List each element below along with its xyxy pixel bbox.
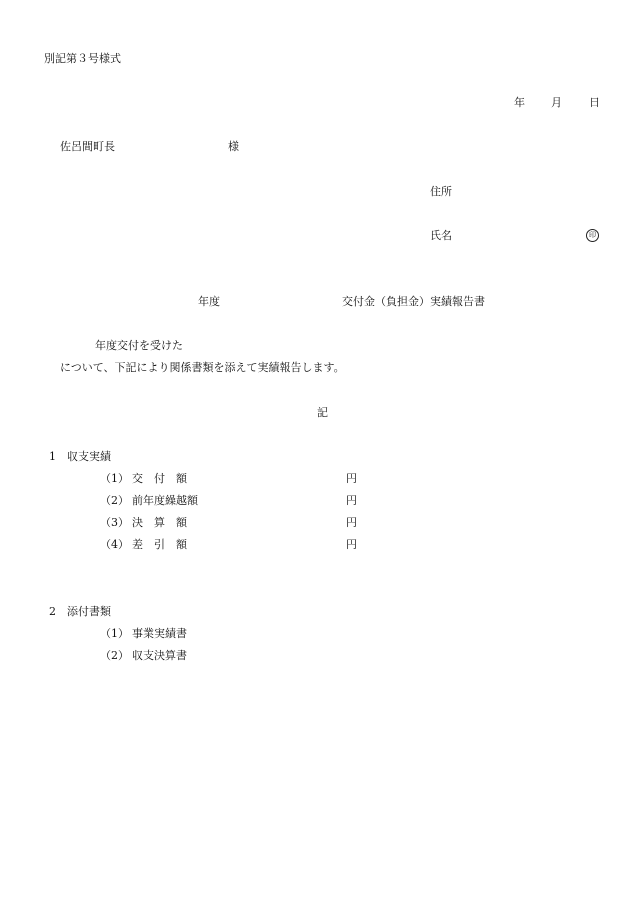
date-year-label: 年 xyxy=(514,96,525,109)
section2-item-num: （1） xyxy=(100,627,129,640)
section1-item-label: 前年度繰越額 xyxy=(132,494,198,507)
address-label: 住所 xyxy=(430,185,452,198)
form-label: 別記第３号様式 xyxy=(44,52,121,65)
name-label: 氏名 xyxy=(430,229,452,242)
section2-item-label: 事業実績書 xyxy=(132,627,187,640)
section2-item-label: 収支決算書 xyxy=(132,649,187,662)
body-line-1: 年度交付を受けた xyxy=(95,339,183,352)
section2-item-num: （2） xyxy=(100,649,129,662)
report-title: 交付金（負担金）実績報告書 xyxy=(342,295,485,308)
date-day-label: 日 xyxy=(589,96,600,109)
section1-item-num: （4） xyxy=(100,538,129,551)
section1-item-num: （1） xyxy=(100,472,129,485)
section1-item-num: （2） xyxy=(100,494,129,507)
title-fiscal-year: 年度 xyxy=(198,295,220,308)
body-line-2: について、下記により関係書類を添えて実績報告します。 xyxy=(60,361,345,374)
section1-item-unit: 円 xyxy=(346,516,357,529)
ki-heading: 記 xyxy=(317,406,328,419)
addressee-honorific: 様 xyxy=(228,140,239,153)
section1-item-unit: 円 xyxy=(346,494,357,507)
section1-item-label: 交 付 額 xyxy=(132,472,187,485)
section1-item-label: 決 算 額 xyxy=(132,516,187,529)
section1-heading: 1 収支実績 xyxy=(49,450,111,463)
section1-item-label: 差 引 額 xyxy=(132,538,187,551)
date-month-label: 月 xyxy=(551,96,562,109)
addressee-name: 佐呂間町長 xyxy=(60,140,115,153)
section2-heading: 2 添付書類 xyxy=(49,605,111,618)
section1-item-unit: 円 xyxy=(346,538,357,551)
section1-item-num: （3） xyxy=(100,516,129,529)
seal-mark: 印 xyxy=(586,229,599,242)
section1-item-unit: 円 xyxy=(346,472,357,485)
